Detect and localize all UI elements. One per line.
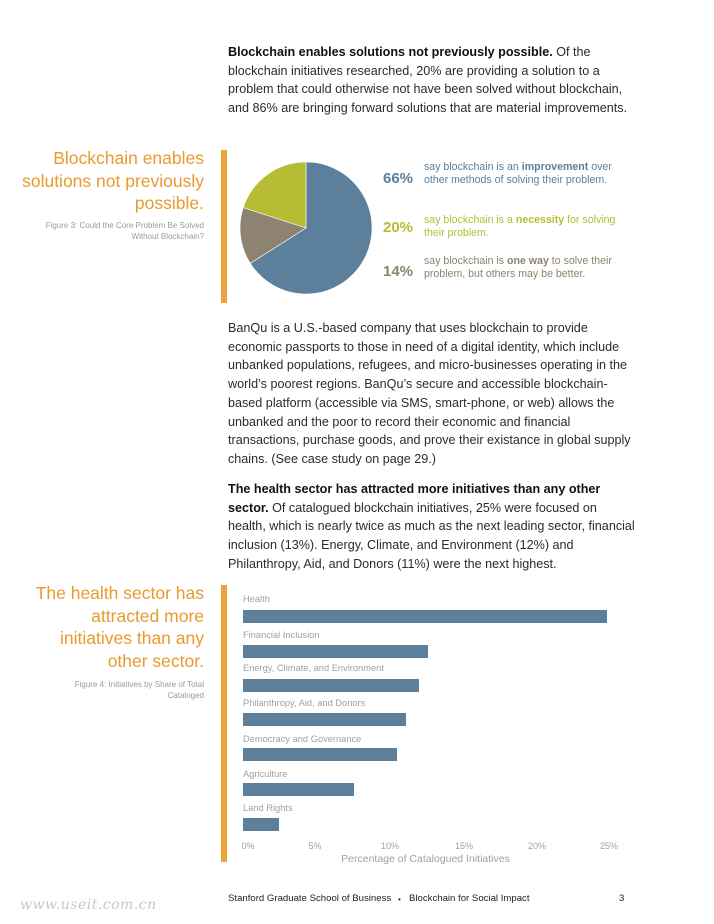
- bar-label-philanthropy-aid-and-donors: Philanthropy, Aid, and Donors: [243, 698, 366, 708]
- intro-bold: Blockchain enables solutions not previously possible.: [228, 45, 553, 59]
- x-tick-20: 20%: [527, 841, 547, 851]
- health-text: Of catalogued blockchain initiatives, 25% were focused on health, which is nearly twice as much as the next leading sector, financial inclusion (13%). Energy, Climate, and Environment (12%) and Philanthropy, Aid, and Donors (11%) were the next highest.: [228, 500, 635, 571]
- x-tick-25: 25%: [599, 841, 619, 851]
- bar-label-democracy-and-governance: Democracy and Governance: [243, 734, 362, 744]
- x-tick-10: 10%: [380, 841, 400, 851]
- legend-necessity-post: for solving their problem.: [424, 214, 616, 240]
- pie-chart: [238, 160, 374, 296]
- footer-org: Stanford Graduate School of Business: [228, 893, 392, 904]
- accent-bar-figure-4: [221, 585, 227, 862]
- footer-page-number: 3: [619, 893, 625, 904]
- legend-improvement-strong: improvement: [521, 161, 589, 173]
- sidebar-title-health: The health sector has attracted more initiatives than any other sector.: [35, 583, 204, 671]
- bar-democracy-and-governance: [243, 748, 397, 761]
- pct-one-way: 14%: [383, 263, 414, 280]
- banqu-paragraph: BanQu is a U.S.-based company that uses blockchain to provide economic passports to those in need of a digital identity, which include unbanked populations, refugees, and micro-businesses operating in the world’s poorest regions. BanQu’s secure and accessible blockchain-based platform (accessible via SMS, smart-phone, or web) allows the unbanked and the poor to record their economic and financial transactions, purchase goods, and prove their existance in global supply chains. (See case study on page 29.): [228, 321, 631, 466]
- bar-health: [243, 610, 607, 623]
- sidebar-title-solutions: Blockchain enables solutions not previously possible.: [22, 148, 204, 213]
- bar-energy-climate-and-environment: [243, 679, 419, 692]
- bar-label-energy-climate-and-environment: Energy, Climate, and Environment: [243, 663, 384, 673]
- legend-necessity-pre: say blockchain is a: [424, 214, 516, 226]
- x-tick-5: 5%: [308, 841, 322, 851]
- bar-label-agriculture: Agriculture: [243, 769, 288, 779]
- footer-separator: •: [398, 895, 401, 904]
- legend-necessity-strong: necessity: [515, 214, 565, 226]
- bar-agriculture: [243, 783, 354, 796]
- bar-label-health: Health: [243, 594, 270, 604]
- bar-label-financial-inclusion: Financial Inclusion: [243, 630, 320, 640]
- legend-one-way-strong: one way: [507, 255, 549, 267]
- x-tick-0: 0%: [241, 841, 255, 851]
- legend-one-way: [424, 255, 624, 282]
- intro-text: Of the blockchain initiatives researched, 20% are providing a solution to a problem that could otherwise not have been solved without blockchain, and 86% are bringing forward solutions that are material improvements.: [228, 45, 628, 116]
- legend-one-way-post: to solve their problem, but others may be better.: [424, 255, 612, 281]
- bar-land-rights: [243, 818, 279, 831]
- health-paragraph: [228, 480, 638, 574]
- footer-report: Blockchain for Social Impact: [409, 893, 530, 904]
- pct-necessity: 20%: [383, 219, 414, 236]
- legend-one-way-pre: say blockchain is: [424, 255, 508, 267]
- intro-paragraph: [228, 43, 638, 118]
- accent-bar-figure-3: [221, 150, 227, 303]
- bar-financial-inclusion: [243, 645, 428, 658]
- figure-3-caption: Figure 3: Could the Core Problem Be Solved Without Blockchain?: [45, 221, 204, 241]
- legend-necessity: [424, 214, 624, 241]
- legend-improvement-pre: say blockchain is an: [424, 161, 522, 173]
- legend-improvement: [424, 161, 624, 188]
- legend-improvement-post: over other methods of solving their problem.: [424, 161, 612, 187]
- bar-label-land-rights: Land Rights: [243, 803, 293, 813]
- pct-improvement: 66%: [383, 170, 414, 187]
- watermark: www.useit.com.cn: [20, 897, 157, 913]
- health-bold: The health sector has attracted more initiatives than any other sector.: [228, 482, 601, 515]
- x-tick-15: 15%: [454, 841, 474, 851]
- x-axis-title: Percentage of Catalogued Initiatives: [341, 853, 510, 865]
- bar-philanthropy-aid-and-donors: [243, 713, 406, 726]
- figure-4-caption: Figure 4: Initiatives by Share of Total Cataloged: [74, 680, 204, 700]
